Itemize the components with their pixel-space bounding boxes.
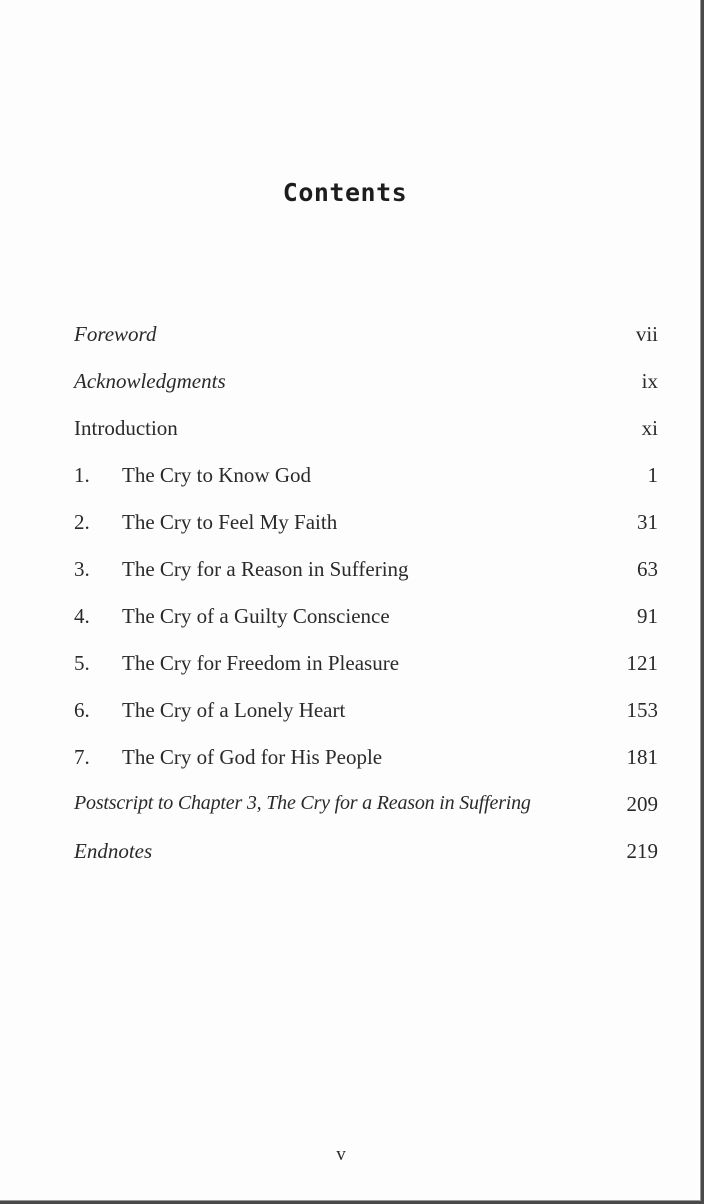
toc-entry-chapter-1	[74, 463, 658, 510]
toc-entry-number: 3.	[74, 557, 90, 581]
toc-entry-number: 6.	[74, 698, 90, 722]
page-title: Contents	[282, 178, 408, 207]
toc-entry-chapter-5	[74, 651, 658, 698]
toc-entry-label: Postscript to Chapter 3, The Cry for a Reason in Suffering	[74, 792, 531, 814]
toc-entry-number: 4.	[74, 604, 90, 628]
toc-entry-chapter-3	[74, 557, 658, 604]
toc-entry-endnotes	[74, 839, 658, 886]
toc-entry-label: The Cry of a Guilty Conscience	[122, 604, 390, 628]
toc-entry-number: 5.	[74, 651, 90, 675]
toc-entry-page: 219	[626, 839, 658, 863]
toc-entry-chapter-6	[74, 698, 658, 745]
toc-entry-page: xi	[641, 416, 658, 440]
toc-entry-page: 31	[637, 510, 658, 534]
toc-entry-foreword	[74, 322, 658, 369]
toc-entry-number: 1.	[74, 463, 90, 487]
table-of-contents	[74, 322, 658, 886]
toc-entry-chapter-4	[74, 604, 658, 651]
toc-entry-page: 153	[626, 698, 658, 722]
toc-entry-acknowledgments	[74, 369, 658, 416]
page-folio: v	[336, 1144, 346, 1165]
toc-entry-label: Foreword	[74, 322, 157, 346]
toc-entry-label: The Cry for a Reason in Suffering	[122, 557, 409, 581]
toc-entry-label: The Cry to Know God	[122, 463, 311, 487]
toc-entry-chapter-2	[74, 510, 658, 557]
toc-entry-chapter-7	[74, 745, 658, 792]
toc-entry-label: The Cry for Freedom in Pleasure	[122, 651, 400, 675]
toc-entry-number: 2.	[74, 510, 90, 534]
toc-entry-label: Acknowledgments	[74, 369, 226, 393]
toc-entry-label: The Cry to Feel My Faith	[122, 510, 338, 534]
toc-entry-page: 1	[647, 463, 658, 487]
toc-entry-number: 7.	[74, 745, 90, 769]
toc-entry-page: vii	[635, 322, 658, 346]
toc-entry-page: 121	[626, 651, 658, 675]
toc-entry-page: 63	[637, 557, 658, 581]
toc-entry-postscript	[74, 792, 658, 839]
toc-entry-introduction	[74, 416, 658, 463]
toc-entry-label: Endnotes	[74, 839, 153, 863]
toc-entry-label: Introduction	[74, 416, 178, 440]
toc-entry-page: 181	[626, 745, 658, 769]
toc-entry-page: ix	[641, 369, 658, 393]
toc-entry-label: The Cry of God for His People	[122, 745, 383, 769]
toc-entry-label: The Cry of a Lonely Heart	[122, 698, 346, 722]
toc-entry-page: 209	[626, 792, 658, 816]
toc-entry-page: 91	[637, 604, 658, 628]
